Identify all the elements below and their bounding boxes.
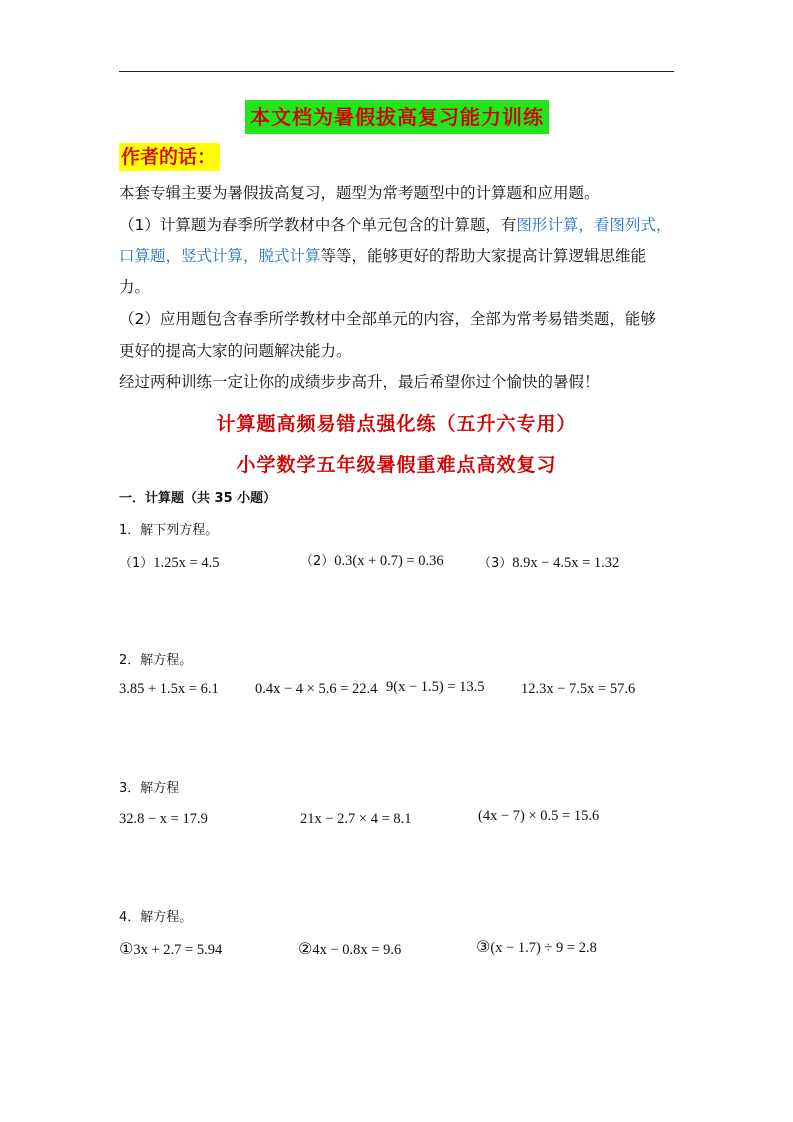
header-rule [119, 71, 674, 72]
question-2-equation-3: 9(x − 1.5) = 13.5 [386, 679, 485, 695]
intro-paragraph-2-line-3: 力。 [119, 278, 151, 296]
title-review: 小学数学五年级暑假重难点高效复习 [236, 454, 557, 476]
banner-title: 本文档为暑假拔高复习能力训练 [245, 100, 549, 134]
intro-paragraph-3-line-2: 更好的提高大家的问题解决能力。 [119, 342, 352, 360]
intro-p2-highlight-1: 图形计算，看图列式， [516, 216, 672, 234]
equation-label: （3） [478, 556, 513, 571]
question-2-equation-1: 3.85 + 1.5x = 6.1 [119, 681, 219, 697]
equation-expression: 3x + 2.7 = 5.94 [133, 942, 223, 958]
question-2-equation-2: 0.4x − 4 × 5.6 = 22.4 [255, 681, 378, 697]
equation-label: ① [119, 939, 134, 958]
intro-paragraph-3-line-1: （2）应用题包含春季所学教材中全部单元的内容，全部为常考易错类题，能够 [119, 310, 656, 328]
title-calculation: 计算题高频易错点强化练（五升六专用） [216, 413, 577, 435]
question-4-title: 4．解方程。 [119, 910, 193, 925]
intro-closing: 经过两种训练一定让你的成绩步步高升，最后希望你过个愉快的暑假！ [119, 373, 600, 391]
intro-p2-prefix: （1）计算题为春季所学教材中各个单元包含的计算题，有 [119, 216, 517, 234]
equation-label: （2） [300, 554, 335, 569]
equation-expression: 4x − 0.8x = 9.6 [312, 942, 402, 958]
equation-label: ② [298, 939, 313, 958]
intro-p2-suffix: 等等，能够更好的帮助大家提高计算逻辑思维能 [320, 247, 647, 265]
equation-expression: 1.25x = 4.5 [153, 555, 220, 571]
question-4-equation-3 [476, 937, 597, 957]
question-1-title: 1．解下列方程。 [119, 523, 219, 538]
question-2-title: 2．解方程。 [119, 653, 193, 668]
section-heading: 一．计算题（共 35 小题） [119, 491, 277, 506]
question-4-equation-1 [119, 939, 222, 959]
equation-expression: 0.3(x + 0.7) = 0.36 [334, 553, 444, 569]
question-4-equation-2 [298, 939, 401, 959]
author-heading: 作者的话： [119, 143, 220, 171]
question-1-equation-1 [119, 552, 219, 572]
intro-line-1: 本套专辑主要为暑假拔高复习，题型为常考题型中的计算题和应用题。 [119, 184, 600, 202]
equation-expression: 8.9x − 4.5x = 1.32 [512, 555, 620, 571]
question-1-equation-2 [300, 550, 444, 570]
intro-p2-highlight-2: 口算题，竖式计算，脱式计算 [119, 247, 321, 265]
equation-label: （1） [119, 556, 154, 571]
question-3-equation-3: (4x − 7) × 0.5 = 15.6 [478, 808, 600, 824]
equation-expression: (x − 1.7) ÷ 9 = 2.8 [490, 940, 597, 956]
question-3-equation-2: 21x − 2.7 × 4 = 8.1 [300, 811, 412, 827]
question-2-equation-4: 12.3x − 7.5x = 57.6 [521, 681, 636, 697]
question-3-equation-1: 32.8 − x = 17.9 [119, 811, 208, 827]
question-1-equation-3 [478, 552, 619, 572]
intro-paragraph-2-line-1 [119, 214, 679, 236]
equation-label: ③ [476, 937, 491, 956]
question-3-title: 3．解方程 [119, 781, 180, 796]
intro-paragraph-2-line-2 [119, 245, 679, 267]
